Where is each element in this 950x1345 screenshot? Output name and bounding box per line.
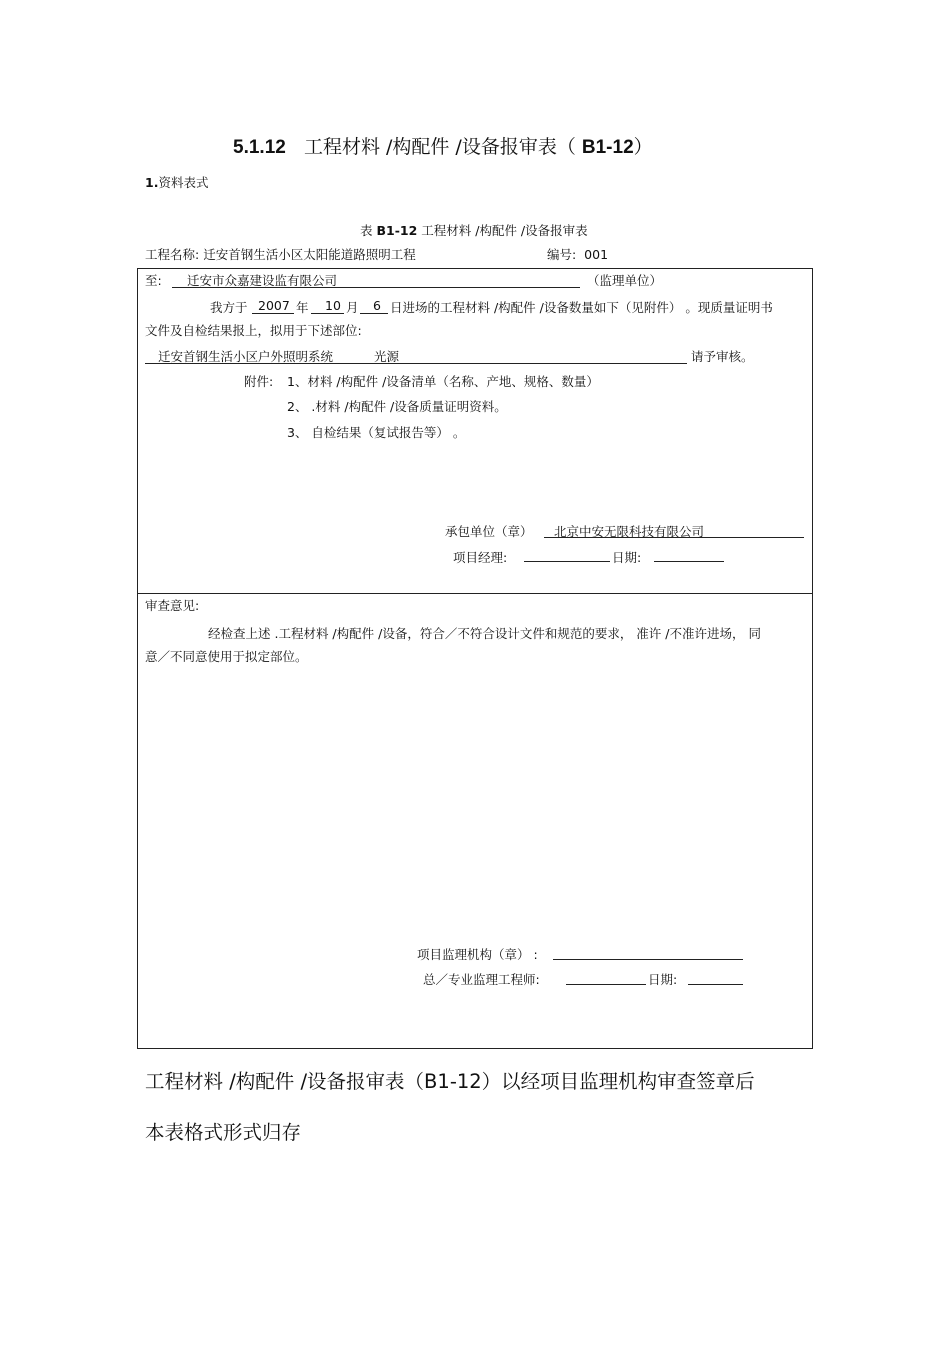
entry-year: 2007: [258, 298, 290, 313]
contractor-label: 承包单位（章）: [445, 524, 533, 539]
entry-text-a: 我方于: [210, 300, 248, 315]
engineer-label: 总／专业监理工程师:: [423, 972, 540, 987]
supervision-underline: [553, 959, 743, 960]
heading-text: 工程材料 /构配件 /设备报审表（: [303, 136, 582, 158]
section-number: 1.: [145, 175, 159, 190]
footer-line1: 工程材料 /构配件 /设备报审表（B1-12）以经项目监理机构审查签章后: [145, 1070, 755, 1093]
number-value: 001: [584, 247, 609, 262]
location-suffix: 请予审核。: [691, 349, 754, 364]
pm-date-underline: [654, 561, 724, 562]
form-number-row: [547, 245, 608, 263]
pm-underline: [524, 561, 610, 562]
location-a: 迁安首钢生活小区户外照明系统: [158, 349, 334, 364]
entry-month: 10: [325, 298, 341, 313]
to-value: 迁安市众嘉建设监有限公司: [187, 273, 338, 288]
application-section: [137, 268, 813, 594]
entry-day: 6: [373, 298, 381, 313]
location-underline: [145, 363, 687, 364]
contractor-value: 北京中安无限科技有限公司: [554, 524, 705, 539]
review-line2: 意／不同意使用于拟定部位。: [145, 649, 308, 664]
attach-item-2: 2、 .材料 /构配件 /设备质量证明资料。: [287, 399, 507, 414]
pm-date-label: 日期:: [612, 550, 642, 565]
heading-number: 5.1.12: [233, 137, 286, 158]
month-underline: [311, 313, 344, 314]
supervision-label: 项目监理机构（章） :: [417, 947, 538, 962]
year-unit: 年: [296, 300, 309, 315]
contractor-underline: [544, 537, 804, 538]
location-b: 光源: [374, 349, 400, 364]
review-line1: 经检查上述 .工程材料 /构配件 /设备，符合／不符合设计文件和规范的要求， 准许 /不准许进场， 同: [208, 626, 761, 641]
engineer-underline: [566, 984, 646, 985]
day-underline: [360, 313, 388, 314]
project-name: 迁安首钢生活小区太阳能道路照明工程: [203, 247, 416, 262]
year-underline: [252, 313, 294, 314]
to-suffix: （监理单位）: [587, 273, 663, 288]
engineer-date-underline: [688, 984, 743, 985]
caption-code: B1-12: [376, 223, 418, 238]
caption-text: 工程材料 /构配件 /设备报审表: [417, 223, 588, 238]
section-heading: [145, 173, 208, 191]
to-underline: [172, 287, 580, 288]
to-label: 至:: [145, 273, 162, 288]
section-label: 资料表式: [158, 175, 209, 190]
form-caption: [360, 221, 588, 239]
attach-item-3: 3、 自检结果（复试报告等） 。: [287, 425, 466, 440]
attach-item-1: 1、材料 /构配件 /设备清单（名称、产地、规格、数量）: [287, 374, 599, 389]
entry-line2: 文件及自检结果报上，拟用于下述部位:: [145, 323, 362, 338]
pm-label: 项目经理:: [453, 550, 508, 565]
number-label: 编号:: [547, 247, 577, 262]
review-label: 审查意见:: [145, 598, 200, 613]
attach-label: 附件:: [244, 374, 274, 389]
heading-code: B1-12: [581, 137, 634, 158]
footer-line2: 本表格式形式归存: [145, 1121, 302, 1144]
month-unit: 月: [346, 300, 359, 315]
heading-close: ）: [633, 136, 653, 158]
project-name-row: [145, 245, 416, 263]
entry-text-b: 日进场的工程材料 /构配件 /设备数量如下（见附件） 。现质量证明书: [390, 300, 773, 315]
project-label: 工程名称:: [145, 247, 200, 262]
caption-prefix: 表: [360, 223, 377, 238]
engineer-date-label: 日期:: [648, 972, 678, 987]
page-title: [233, 132, 653, 159]
